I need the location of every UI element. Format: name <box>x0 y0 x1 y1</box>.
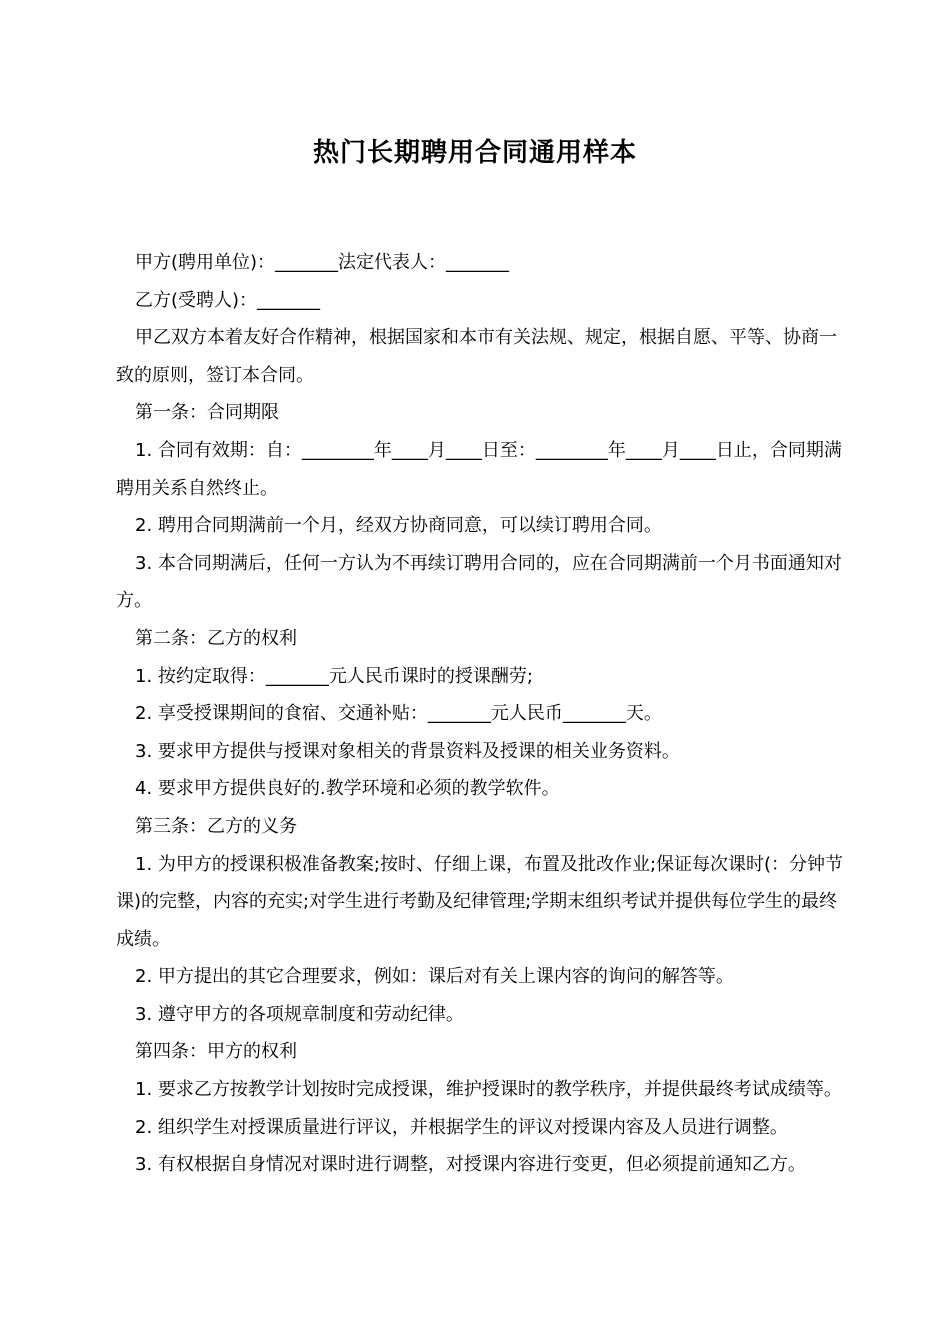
article-2-heading: 第二条：乙方的权利 <box>135 627 297 649</box>
preamble-paragraph: 甲乙双方本着友好合作精神，根据国家和本市有关法规、规定，根据自愿、平等、协商一致的原则，签订本合同。 <box>116 327 837 386</box>
document-title: 热门长期聘用合同通用样本 <box>312 138 637 168</box>
article-2-clause-1: 1. 按约定取得：_______元人民币课时的授课酬劳; <box>135 665 533 687</box>
article-3-clause-3: 3. 遵守甲方的各项规章制度和劳动纪律。 <box>135 1003 464 1025</box>
article-1-clause-1: 1. 合同有效期：自：________年____月____日至：________年____月____日止，合同期满聘用关系自然终止。 <box>116 439 842 499</box>
party-b-line: 乙方(受聘人)：_______ <box>135 289 321 311</box>
party-a-line: 甲方(聘用单位)：_______法定代表人：_______ <box>135 252 510 273</box>
article-1-clause-3: 3. 本合同期满后，任何一方认为不再续订聘用合同的，应在合同期满前一个月书面通知对方。 <box>116 552 842 612</box>
article-1-clause-2: 2. 聘用合同期满前一个月，经双方协商同意，可以续订聘用合同。 <box>135 515 662 537</box>
article-1-heading: 第一条：合同期限 <box>135 402 279 424</box>
article-4-clause-2: 2. 组织学生对授课质量进行评议，并根据学生的评议对授课内容及人员进行调整。 <box>135 1116 788 1138</box>
article-2-clause-2: 2. 享受授课期间的食宿、交通补贴：_______元人民币_______天。 <box>135 703 662 725</box>
article-4-heading: 第四条：甲方的权利 <box>135 1041 297 1063</box>
article-4-clause-3: 3. 有权根据自身情况对课时进行调整，对授课内容进行变更，但必须提前通知乙方。 <box>135 1154 806 1176</box>
article-2-clause-3: 3. 要求甲方提供与授课对象相关的背景资料及授课的相关业务资料。 <box>135 740 680 762</box>
article-3-heading: 第三条：乙方的义务 <box>135 815 297 837</box>
article-3-clause-1: 1. 为甲方的授课积极准备教案;按时、仔细上课，布置及批改作业;保证每次课时(：分钟节课)的完整，内容的充实;对学生进行考勤及纪律管理;学期末组织考试并提供每位学生的最终成绩。 <box>116 853 844 950</box>
article-2-clause-4: 4. 要求甲方提供良好的.教学环境和必须的教学软件。 <box>135 778 560 800</box>
article-3-clause-2: 2. 甲方提出的其它合理要求，例如：课后对有关上课内容的询问的解答等。 <box>135 966 734 988</box>
document-body <box>116 244 851 1184</box>
article-4-clause-1: 1. 要求乙方按教学计划按时完成授课，维护授课时的教学秩序，并提供最终考试成绩等。 <box>135 1079 842 1101</box>
